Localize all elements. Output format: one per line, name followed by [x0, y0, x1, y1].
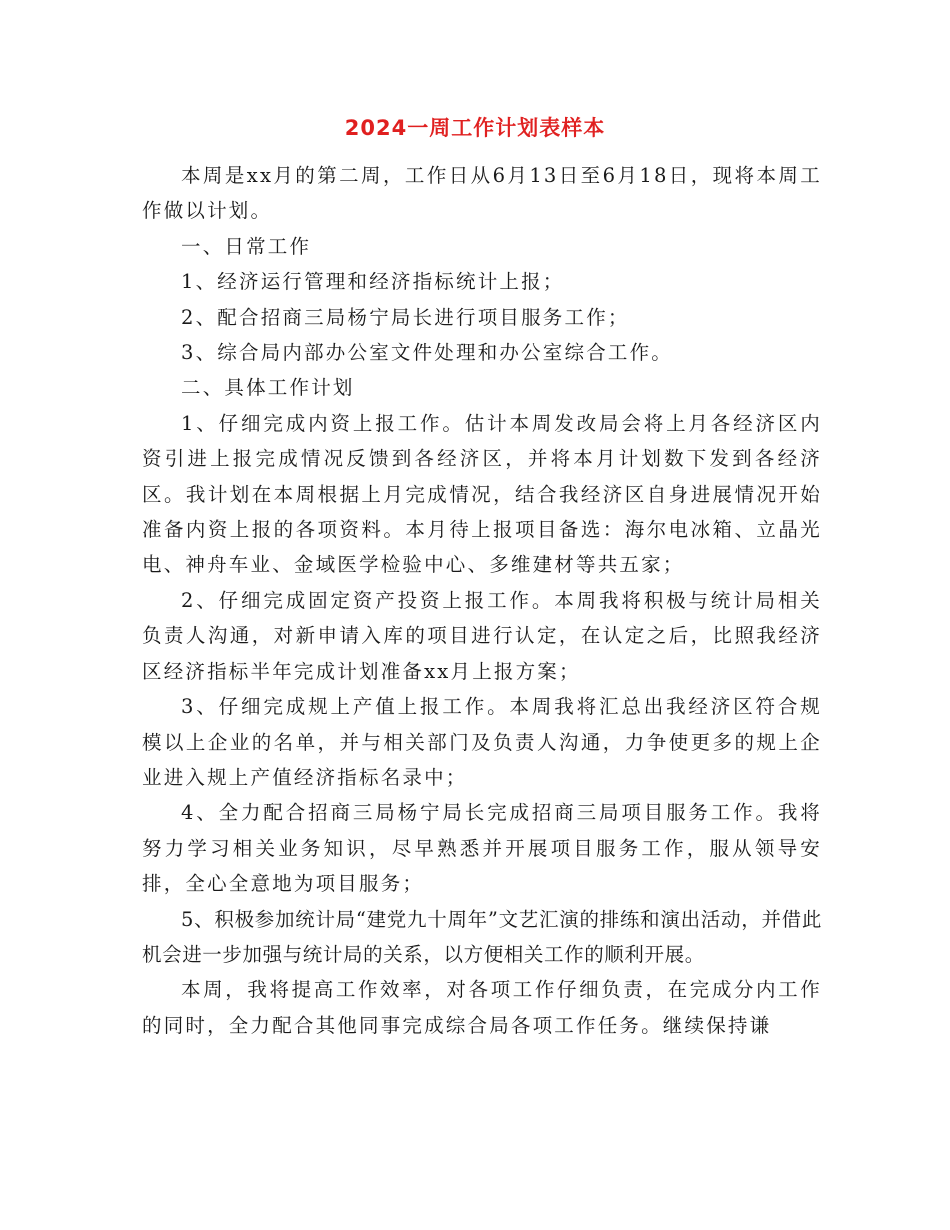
- daily-work-item-1: 1、经济运行管理和经济指标统计上报；: [181, 270, 565, 294]
- daily-work-item-3: 3、综合局内部办公室文件处理和办公室综合工作。: [181, 341, 674, 365]
- plan-item-1: 1、仔细完成内资上报工作。估计本周发改局会将上月各经济区内资引进上报完成情况反馈到各经济区，并将本月计划数下发到各经济区。我计划在本周根据上月完成情况，结合我经济区自身进展情况开始准备内资上报的各项资料。本月待上报项目备选：海尔电冰箱、立晶光电、神舟车业、金域医学检验中心、多维建材等共五家；: [142, 411, 822, 577]
- intro-paragraph: 本周是xx月的第二周，工作日从6月13日至6月18日，现将本周工作做以计划。: [142, 164, 822, 223]
- document-title: 2024一周工作计划表样本: [344, 116, 606, 140]
- plan-item-2: 2、仔细完成固定资产投资上报工作。本周我将积极与统计局相关负责人沟通，对新申请入库的项目进行认定，在认定之后，比照我经济区经济指标半年完成计划准备xx月上报方案；: [142, 588, 822, 683]
- plan-item-3: 3、仔细完成规上产值上报工作。本周我将汇总出我经济区符合规模以上企业的名单，并与相关部门及负责人沟通，力争使更多的规上企业进入规上产值经济指标名录中；: [142, 695, 822, 789]
- section-heading-daily-work: 一、日常工作: [181, 234, 312, 258]
- plan-item-4: 4、全力配合招商三局杨宁局长完成招商三局项目服务工作。我将努力学习相关业务知识，尽早熟悉并开展项目服务工作，服从领导安排，全心全意地为项目服务；: [142, 801, 822, 896]
- closing-paragraph: 本周，我将提高工作效率，对各项工作仔细负责，在完成分内工作的同时，全力配合其他同事完成综合局各项工作任务。继续保持谦: [142, 978, 822, 1037]
- section-heading-specific-plan: 二、具体工作计划: [181, 376, 355, 400]
- plan-item-5: 5、积极参加统计局“建党九十周年”文艺汇演的排练和演出活动，并借此机会进一步加强与统计局的关系，以方便相关工作的顺利开展。: [142, 907, 822, 966]
- daily-work-item-2: 2、配合招商三局杨宁局长进行项目服务工作；: [181, 305, 630, 329]
- document-body: [142, 158, 822, 1043]
